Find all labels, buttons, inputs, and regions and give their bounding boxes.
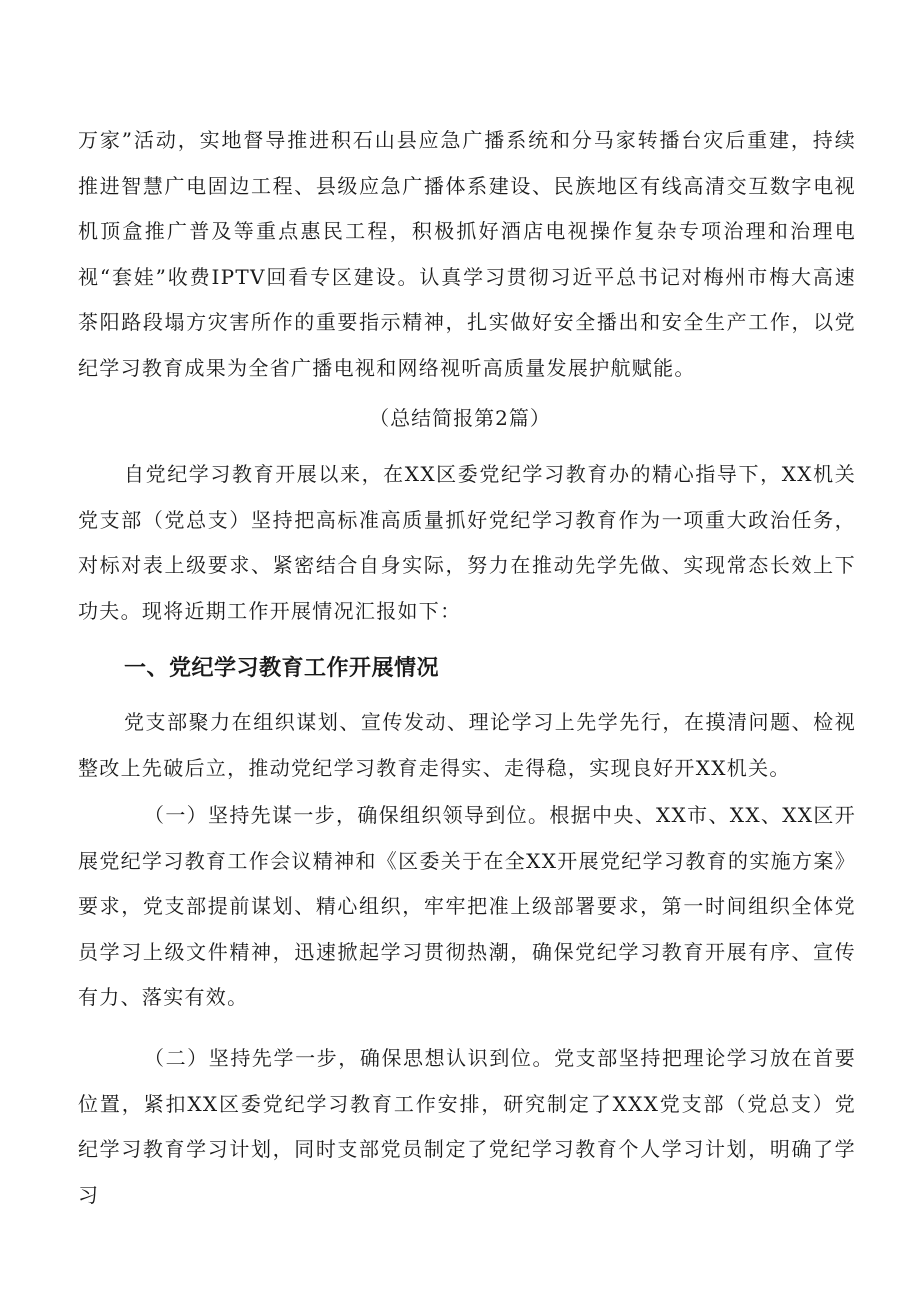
section-title: （总结简报第2篇） — [369, 406, 551, 430]
intro-paragraph: 自党纪学习教育开展以来，在XX区委党纪学习教育办的精心指导下，XX机关党支部（党总支）坚持把高标准高质量抓好党纪学习教育作为一项重大政治任务，对标对表上级要求、紧密结合自身实际，努力在推动先学先做、实现常态长效上下功夫。现将近期工作开展情况汇报如下： — [78, 462, 856, 623]
continuation-paragraph: 万家”活动，实地督导推进积石山县应急广播系统和分马家转播台灾后重建，持续推进智慧广电固边工程、县级应急广播体系建设、民族地区有线高清交互数字电视机顶盒推广普及等重点惠民工程，积极抓好酒店电视操作复杂专项治理和治理电视“套娃”收费IPTV回看专区建设。认真学习贯彻习近平总书记对梅州市梅大高速茶阳路段塌方灾害所作的重要指示精神，扎实做好安全播出和安全生产工作，以党纪学习教育成果为全省广播电视和网络视听高质量发展护航赋能。 — [78, 128, 856, 380]
heading-1: 一、党纪学习教育工作开展情况 — [124, 656, 440, 681]
subsection-1-paragraph: （一）坚持先谋一步，确保组织领导到位。根据中央、XX市、XX、XX区开展党纪学习教育工作会议精神和《区委关于在全XX开展党纪学习教育的实施方案》要求，党支部提前谋划、精心组织，牢牢把准上级部署要求，第一时间组织全体党员学习上级文件精神，迅速掀起学习贯彻热潮，确保党纪学习教育开展有序、宣传有力、落实有效。 — [78, 803, 856, 1009]
heading-1-paragraph: 党支部聚力在组织谋划、宣传发动、理论学习上先学先行，在摸清问题、检视整改上先破后立，推动党纪学习教育走得实、走得稳，实现良好开XX机关。 — [78, 710, 856, 780]
subsection-2-paragraph: （二）坚持先学一步，确保思想认识到位。党支部坚持把理论学习放在首要位置，紧扣XX区委党纪学习教育工作安排，研究制定了XXX党支部（党总支）党纪学习教育学习计划，同时支部党员制定了党纪学习教育个人学习计划，明确了学习 — [78, 1046, 856, 1207]
